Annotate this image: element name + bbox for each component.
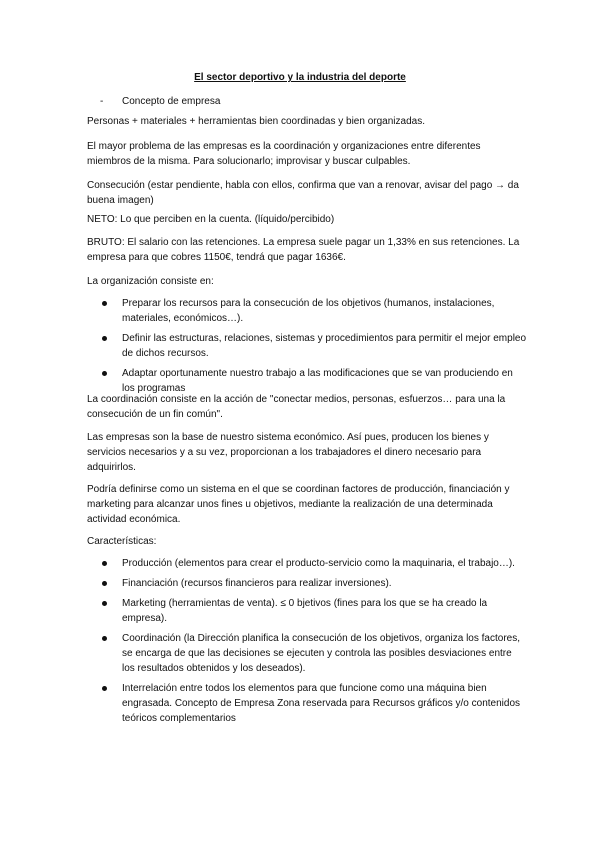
list-item-text: Financiación (recursos financieros para realizar inversiones). [122,578,392,589]
bullet-icon [102,301,107,306]
bullet-icon [102,336,107,341]
bullet-icon [102,686,107,691]
list-item [87,631,527,676]
paragraph-companies-base: Las empresas son la base de nuestro sistema económico. Así pues, producen los bienes y servicios necesarios y a su vez, proporcionan a los trabajadores el dinero necesario para adquirirlos. [87,432,489,473]
list-item [87,576,527,591]
bullet-icon [102,561,107,566]
list-item-text: Adaptar oportunamente nuestro trabajo a las modificaciones que se van produciendo en los programas [122,368,513,394]
paragraph-organization-intro: La organización consiste en: [87,276,214,287]
paragraph-consecucion: Consecución (estar pendiente, habla con ellos, confirma que van a renovar, avisar del pago → da buena imagen) [87,180,519,206]
paragraph-coordination: La coordinación consiste en la acción de "conectar medios, personas, esfuerzos… para una la consecución de un fin común". [87,394,506,420]
list-item-text: Coordinación (la Dirección planifica la consecución de los objetivos, organiza los factores, se encarga de que las decisiones se ejecuten y controla las posibles desviaciones entre los resultados obtenidos y los deseados). [122,633,520,674]
list-item [87,331,527,361]
list-item-text: Definir las estructuras, relaciones, sistemas y procedimientos para permitir el mejor empleo de dichos recursos. [122,333,527,359]
bullet-icon [102,581,107,586]
paragraph-definition-system: Podría definirse como un sistema en el que se coordinan factores de producción, financiación y marketing para alcanzar unos fines u objetivos, mediante la realización de una determinada actividad económica. [87,484,510,525]
paragraph-neto: NETO: Lo que perciben en la cuenta. (líquido/percibido) [87,214,335,225]
list-item [87,296,527,326]
concept-heading [100,94,220,109]
bullet-icon [102,371,107,376]
list-item [87,681,527,726]
concept-heading-label: Concepto de empresa [122,96,221,107]
paragraph-bruto: BRUTO: El salario con las retenciones. La empresa suele pagar un 1,33% en sus retenciones. La empresa para que cobres 1150€, tendrá que pagar 1636€. [87,237,520,263]
list-item [87,596,527,626]
paragraph-characteristics-heading: Características: [87,536,157,547]
paragraph-main-problem: El mayor problema de las empresas es la coordinación y organizaciones entre diferentes miembros de la misma. Para solucionarlo; improvisar y buscar culpables. [87,141,481,167]
list-item-text: Producción (elementos para crear el producto-servicio como la maquinaria, el trabajo…). [122,558,515,569]
dash-marker: - [100,96,104,107]
characteristics-list [87,556,527,731]
organization-list [87,296,527,401]
list-item-text: Preparar los recursos para la consecución de los objetivos (humanos, instalaciones, materiales, económicos…). [122,298,495,324]
bullet-icon [102,601,107,606]
list-item [87,556,527,571]
list-item-text: Marketing (herramientas de venta). ≤ 0 bjetivos (fines para los que se ha creado la empresa). [122,598,488,624]
list-item-text: Interrelación entre todos los elementos para que funcione como una máquina bien engrasada. Concepto de Empresa Zona reservada para Recursos gráficos y/o contenidos teóricos complementarios [122,683,521,724]
bullet-icon [102,636,107,641]
page-title: El sector deportivo y la industria del deporte [194,72,406,83]
paragraph-definition: Personas + materiales + herramientas bien coordinadas y bien organizadas. [87,116,425,127]
